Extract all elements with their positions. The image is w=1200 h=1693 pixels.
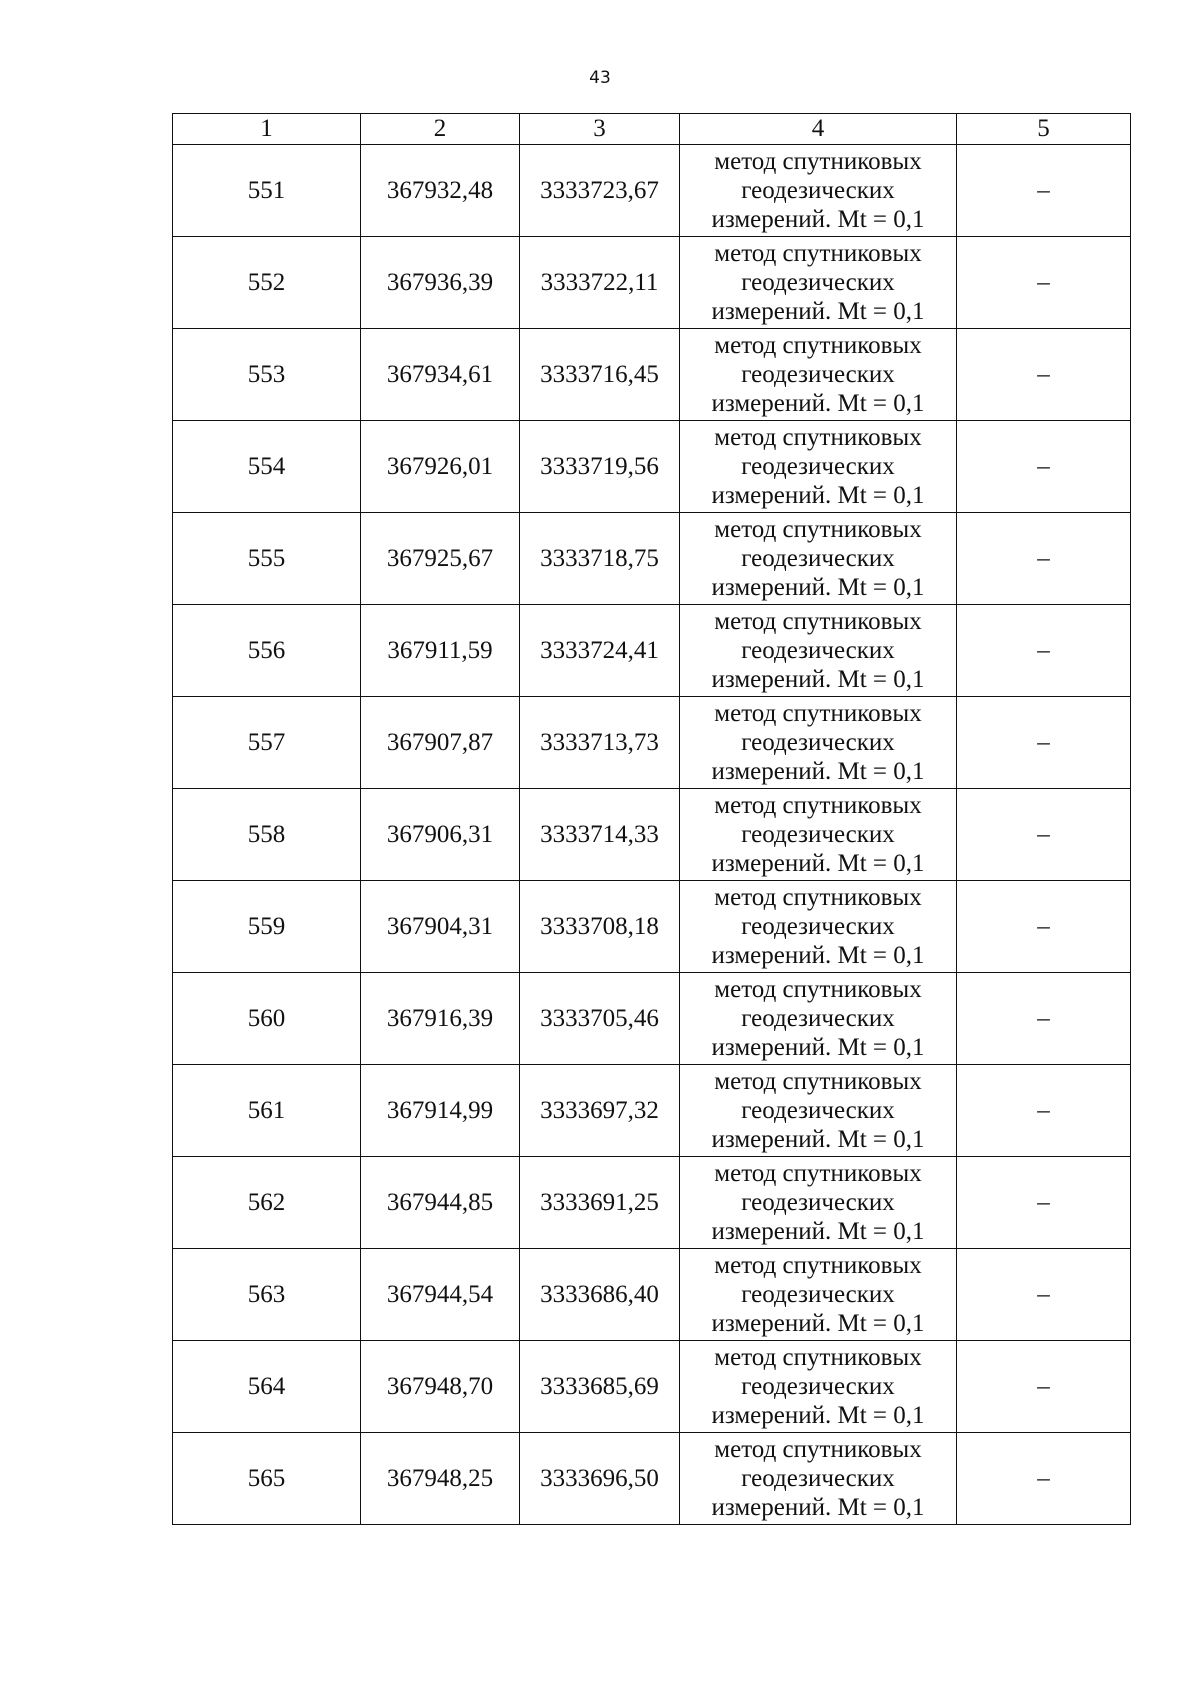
- method-cell: метод спутниковых геодезических измерений. Mt = 0,1: [680, 329, 957, 421]
- method-cell: метод спутниковых геодезических измерений. Mt = 0,1: [680, 1341, 957, 1433]
- y-coordinate-cell: 3333705,46: [520, 973, 680, 1065]
- table-header-row: [173, 114, 1131, 145]
- x-coordinate-cell: 367944,85: [361, 1157, 520, 1249]
- y-coordinate-cell: 3333718,75: [520, 513, 680, 605]
- note-cell: –: [957, 1065, 1131, 1157]
- y-coordinate-cell: 3333716,45: [520, 329, 680, 421]
- method-cell: метод спутниковых геодезических измерений. Mt = 0,1: [680, 789, 957, 881]
- coordinates-table: [172, 113, 1131, 1525]
- x-coordinate-cell: 367906,31: [361, 789, 520, 881]
- table-row: [173, 237, 1131, 329]
- point-number-cell: 558: [173, 789, 361, 881]
- y-coordinate-cell: 3333685,69: [520, 1341, 680, 1433]
- method-cell: метод спутниковых геодезических измерений. Mt = 0,1: [680, 1157, 957, 1249]
- method-cell: метод спутниковых геодезических измерений. Mt = 0,1: [680, 1433, 957, 1525]
- method-cell: метод спутниковых геодезических измерений. Mt = 0,1: [680, 881, 957, 973]
- point-number-cell: 554: [173, 421, 361, 513]
- method-cell: метод спутниковых геодезических измерений. Mt = 0,1: [680, 237, 957, 329]
- method-cell: метод спутниковых геодезических измерений. Mt = 0,1: [680, 697, 957, 789]
- table-row: [173, 1341, 1131, 1433]
- point-number-cell: 555: [173, 513, 361, 605]
- y-coordinate-cell: 3333724,41: [520, 605, 680, 697]
- table-row: [173, 1065, 1131, 1157]
- table-row: [173, 605, 1131, 697]
- point-number-cell: 553: [173, 329, 361, 421]
- point-number-cell: 561: [173, 1065, 361, 1157]
- method-cell: метод спутниковых геодезических измерений. Mt = 0,1: [680, 513, 957, 605]
- note-cell: –: [957, 1249, 1131, 1341]
- table-row: [173, 329, 1131, 421]
- y-coordinate-cell: 3333713,73: [520, 697, 680, 789]
- x-coordinate-cell: 367926,01: [361, 421, 520, 513]
- table-row: [173, 1157, 1131, 1249]
- table-row: [173, 789, 1131, 881]
- x-coordinate-cell: 367916,39: [361, 973, 520, 1065]
- x-coordinate-cell: 367932,48: [361, 145, 520, 237]
- column-header: 3: [520, 114, 680, 145]
- note-cell: –: [957, 881, 1131, 973]
- point-number-cell: 559: [173, 881, 361, 973]
- y-coordinate-cell: 3333723,67: [520, 145, 680, 237]
- method-cell: метод спутниковых геодезических измерений. Mt = 0,1: [680, 1065, 957, 1157]
- table-row: [173, 145, 1131, 237]
- page-number: 43: [589, 68, 611, 88]
- note-cell: –: [957, 513, 1131, 605]
- point-number-cell: 565: [173, 1433, 361, 1525]
- column-header: 2: [361, 114, 520, 145]
- note-cell: –: [957, 421, 1131, 513]
- note-cell: –: [957, 789, 1131, 881]
- x-coordinate-cell: 367944,54: [361, 1249, 520, 1341]
- point-number-cell: 557: [173, 697, 361, 789]
- x-coordinate-cell: 367904,31: [361, 881, 520, 973]
- method-cell: метод спутниковых геодезических измерений. Mt = 0,1: [680, 145, 957, 237]
- point-number-cell: 564: [173, 1341, 361, 1433]
- note-cell: –: [957, 1433, 1131, 1525]
- y-coordinate-cell: 3333691,25: [520, 1157, 680, 1249]
- table-row: [173, 1433, 1131, 1525]
- method-cell: метод спутниковых геодезических измерений. Mt = 0,1: [680, 1249, 957, 1341]
- y-coordinate-cell: 3333722,11: [520, 237, 680, 329]
- note-cell: –: [957, 145, 1131, 237]
- table-row: [173, 881, 1131, 973]
- method-cell: метод спутниковых геодезических измерений. Mt = 0,1: [680, 421, 957, 513]
- table-row: [173, 421, 1131, 513]
- table-row: [173, 973, 1131, 1065]
- x-coordinate-cell: 367948,70: [361, 1341, 520, 1433]
- x-coordinate-cell: 367914,99: [361, 1065, 520, 1157]
- table-row: [173, 697, 1131, 789]
- point-number-cell: 562: [173, 1157, 361, 1249]
- table-row: [173, 513, 1131, 605]
- note-cell: –: [957, 605, 1131, 697]
- column-header: 5: [957, 114, 1131, 145]
- point-number-cell: 560: [173, 973, 361, 1065]
- x-coordinate-cell: 367936,39: [361, 237, 520, 329]
- y-coordinate-cell: 3333708,18: [520, 881, 680, 973]
- y-coordinate-cell: 3333719,56: [520, 421, 680, 513]
- y-coordinate-cell: 3333696,50: [520, 1433, 680, 1525]
- point-number-cell: 556: [173, 605, 361, 697]
- column-header: 1: [173, 114, 361, 145]
- note-cell: –: [957, 329, 1131, 421]
- y-coordinate-cell: 3333697,32: [520, 1065, 680, 1157]
- y-coordinate-cell: 3333686,40: [520, 1249, 680, 1341]
- y-coordinate-cell: 3333714,33: [520, 789, 680, 881]
- note-cell: –: [957, 237, 1131, 329]
- x-coordinate-cell: 367934,61: [361, 329, 520, 421]
- method-cell: метод спутниковых геодезических измерений. Mt = 0,1: [680, 973, 957, 1065]
- table-row: [173, 1249, 1131, 1341]
- note-cell: –: [957, 973, 1131, 1065]
- point-number-cell: 551: [173, 145, 361, 237]
- note-cell: –: [957, 1341, 1131, 1433]
- x-coordinate-cell: 367948,25: [361, 1433, 520, 1525]
- table-body: [173, 145, 1131, 1525]
- x-coordinate-cell: 367911,59: [361, 605, 520, 697]
- point-number-cell: 552: [173, 237, 361, 329]
- note-cell: –: [957, 1157, 1131, 1249]
- point-number-cell: 563: [173, 1249, 361, 1341]
- x-coordinate-cell: 367907,87: [361, 697, 520, 789]
- method-cell: метод спутниковых геодезических измерений. Mt = 0,1: [680, 605, 957, 697]
- column-header: 4: [680, 114, 957, 145]
- note-cell: –: [957, 697, 1131, 789]
- x-coordinate-cell: 367925,67: [361, 513, 520, 605]
